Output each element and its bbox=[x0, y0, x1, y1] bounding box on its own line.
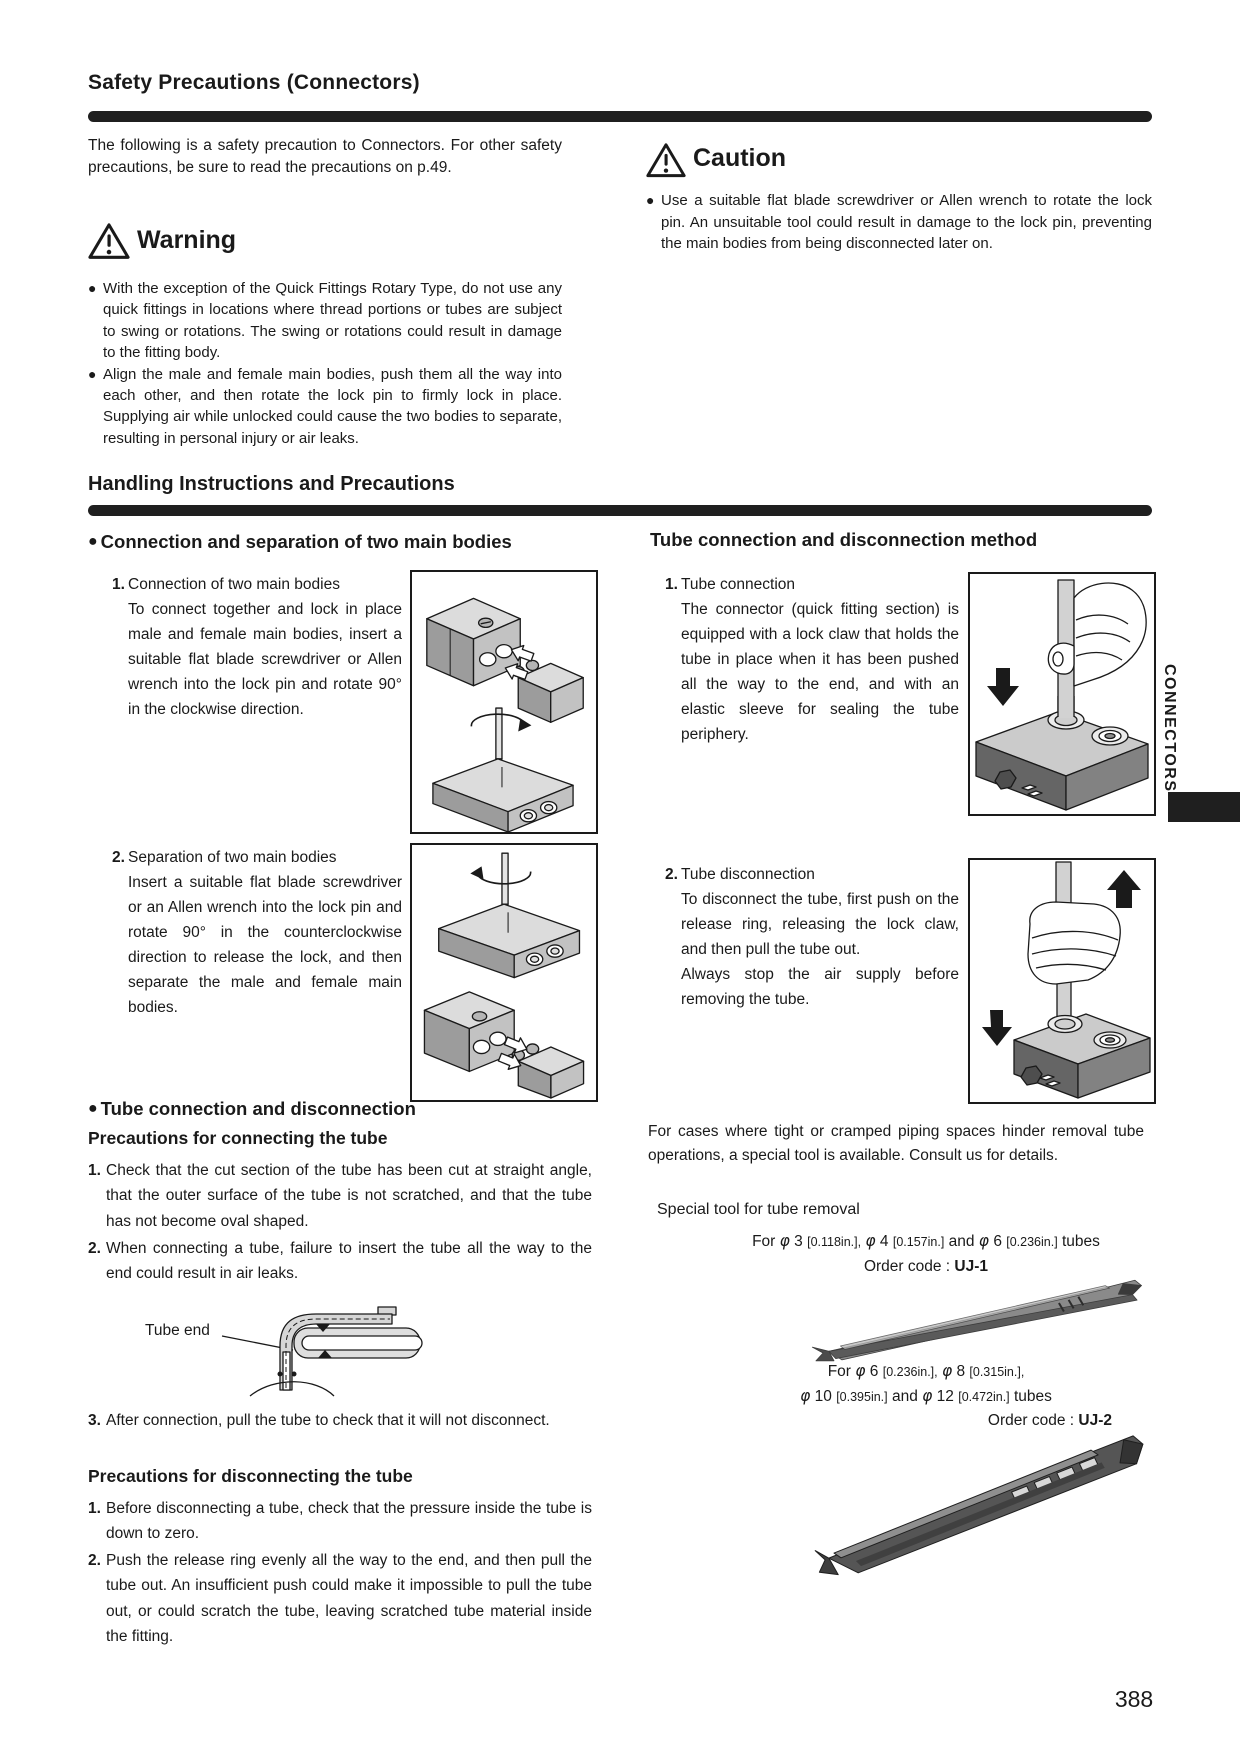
illustration-connect-bodies bbox=[410, 570, 598, 834]
page-title: Safety Precautions (Connectors) bbox=[88, 71, 420, 94]
item-body-2: Always stop the air supply before removing the tube. bbox=[681, 966, 959, 1008]
item-body: The connector (quick fitting section) is equipped with a lock claw that holds the tube in place when it has been pushed all the way to the end, and with an elastic sleeve for sealing the tube periphery. bbox=[681, 601, 959, 743]
uj1-order-line: Order code : UJ-1 bbox=[863, 1258, 989, 1275]
title-rule-bar bbox=[88, 111, 1152, 122]
bullet-icon: ● bbox=[88, 365, 97, 382]
instruction-separation bbox=[112, 845, 402, 1020]
sidebar-section-label: CONNECTORS bbox=[1161, 664, 1178, 793]
caution-triangle-icon bbox=[646, 142, 686, 178]
disconnect-precautions-title: Precautions for disconnecting the tube bbox=[88, 1466, 413, 1486]
precaution-item: 1. Check that the cut section of the tube has been cut at straight angle, that the outer surface of the tube is not scratched, and that the tube has not become oval shaped. bbox=[88, 1162, 592, 1230]
special-tool-intro: For cases where tight or cramped piping spaces hinder removal tube operations, a special tool is available. Consult us for details. bbox=[648, 1123, 1144, 1164]
precaution-item: 1. Before disconnecting a tube, check that the pressure inside the tube is down to zero. bbox=[88, 1500, 592, 1543]
tube-section-heading: ● Tube connection and disconnection bbox=[88, 1098, 416, 1119]
uj1-size-line: For φ 3 [0.118in.], φ 4 [0.157in.] and φ 6 [0.236in.] tubes bbox=[752, 1232, 1100, 1250]
tube-end-label: Tube end bbox=[145, 1322, 210, 1339]
item-title: Separation of two main bodies bbox=[128, 849, 337, 866]
warning-title: Warning bbox=[137, 226, 237, 254]
connect-precautions-title: Precautions for connecting the tube bbox=[88, 1128, 388, 1148]
precaution-item: 2. Push the release ring evenly all the way to the end, and then pull the tube out. An insufficient push could make it impossible to pull the tube out, or could scratch the tube, leaving scratched tube material inside the fitting. bbox=[88, 1552, 592, 1645]
handling-rule-bar bbox=[88, 505, 1152, 516]
item-body: To connect together and lock in place male and female main bodies, insert a suitable flat blade screwdriver or Allen wrench into the lock pin and rotate 90° in the clockwise direction. bbox=[128, 601, 402, 718]
item-body: To disconnect the tube, first push on the release ring, releasing the lock claw, and then pull the tube out. bbox=[681, 891, 959, 958]
left-section-heading: ● Connection and separation of two main bodies bbox=[88, 531, 512, 552]
illustration-separate-bodies bbox=[410, 843, 598, 1102]
bullet-icon: ● bbox=[646, 192, 655, 208]
illustration-tube-connection bbox=[968, 572, 1156, 816]
instruction-tube-connection bbox=[665, 572, 961, 747]
warning-item: ● With the exception of the Quick Fittings Rotary Type, do not use any quick fittings in locations where thread portions or tubes are subject to swing or rotations. The swing or rotations could result in damage to the fitting body. bbox=[88, 278, 562, 364]
item-body: Insert a suitable flat blade screwdriver or an Allen wrench into the lock pin and rotate 90° in the counterclockwise direction to release the lock, and then separate the male and female main bodies. bbox=[128, 874, 402, 1016]
bullet-icon: ● bbox=[88, 533, 98, 550]
item-number: 1. bbox=[112, 576, 125, 593]
illustration-tube-disconnection bbox=[968, 858, 1156, 1104]
sidebar-index-tab bbox=[1168, 792, 1240, 822]
caution-item: ● Use a suitable flat blade screwdriver or Allen wrench to rotate the lock pin. An unsuitable tool could result in damage to the lock pin, preventing the main bodies from being disconnected later on. bbox=[646, 190, 1152, 255]
bullet-icon: ● bbox=[88, 1100, 98, 1117]
instruction-tube-disconnection bbox=[665, 862, 961, 1012]
caution-list bbox=[646, 190, 1152, 255]
item-title: Connection of two main bodies bbox=[128, 576, 340, 593]
uj1-tool-image bbox=[808, 1284, 1153, 1350]
bullet-icon: ● bbox=[88, 280, 97, 296]
uj2-order-line: Order code : UJ-2 bbox=[987, 1412, 1112, 1429]
item-number: 1. bbox=[665, 576, 678, 593]
item-title: Tube connection bbox=[681, 576, 796, 593]
handling-title: Handling Instructions and Precautions bbox=[88, 473, 455, 495]
page-number: 388 bbox=[1114, 1686, 1154, 1712]
precaution-item: 3. After connection, pull the tube to check that it will not disconnect. bbox=[88, 1412, 550, 1429]
uj2-size-line-1: For φ 6 [0.236in.], φ 8 [0.315in.], bbox=[827, 1362, 1025, 1380]
item-number: 2. bbox=[665, 866, 678, 883]
uj2-tool-image bbox=[806, 1436, 1156, 1558]
right-section-heading: Tube connection and disconnection method bbox=[650, 529, 1038, 550]
uj2-size-line-2: φ 10 [0.395in.] and φ 12 [0.472in.] tubes bbox=[800, 1387, 1052, 1405]
warning-triangle-icon bbox=[88, 222, 130, 260]
warning-item: ● Align the male and female main bodies, push them all the way into each other, and then rotate the lock pin to firmly lock in place. Supplying air while unlocked could cause the two bodies to separate, resulting in personal injury or air leaks. bbox=[88, 364, 562, 450]
special-tool-heading: Special tool for tube removal bbox=[657, 1201, 860, 1218]
precaution-item: 2. When connecting a tube, failure to insert the tube all the way to the end could result in air leaks. bbox=[88, 1240, 592, 1283]
item-title: Tube disconnection bbox=[681, 866, 815, 883]
tube-end-figure bbox=[220, 1302, 420, 1398]
intro-text: The following is a safety precaution to Connectors. For other safety precautions, be sure to read the precautions on p.49. bbox=[88, 137, 562, 176]
caution-title: Caution bbox=[693, 144, 787, 172]
warning-list bbox=[88, 278, 562, 449]
item-number: 2. bbox=[112, 849, 125, 866]
instruction-connection bbox=[112, 572, 402, 722]
